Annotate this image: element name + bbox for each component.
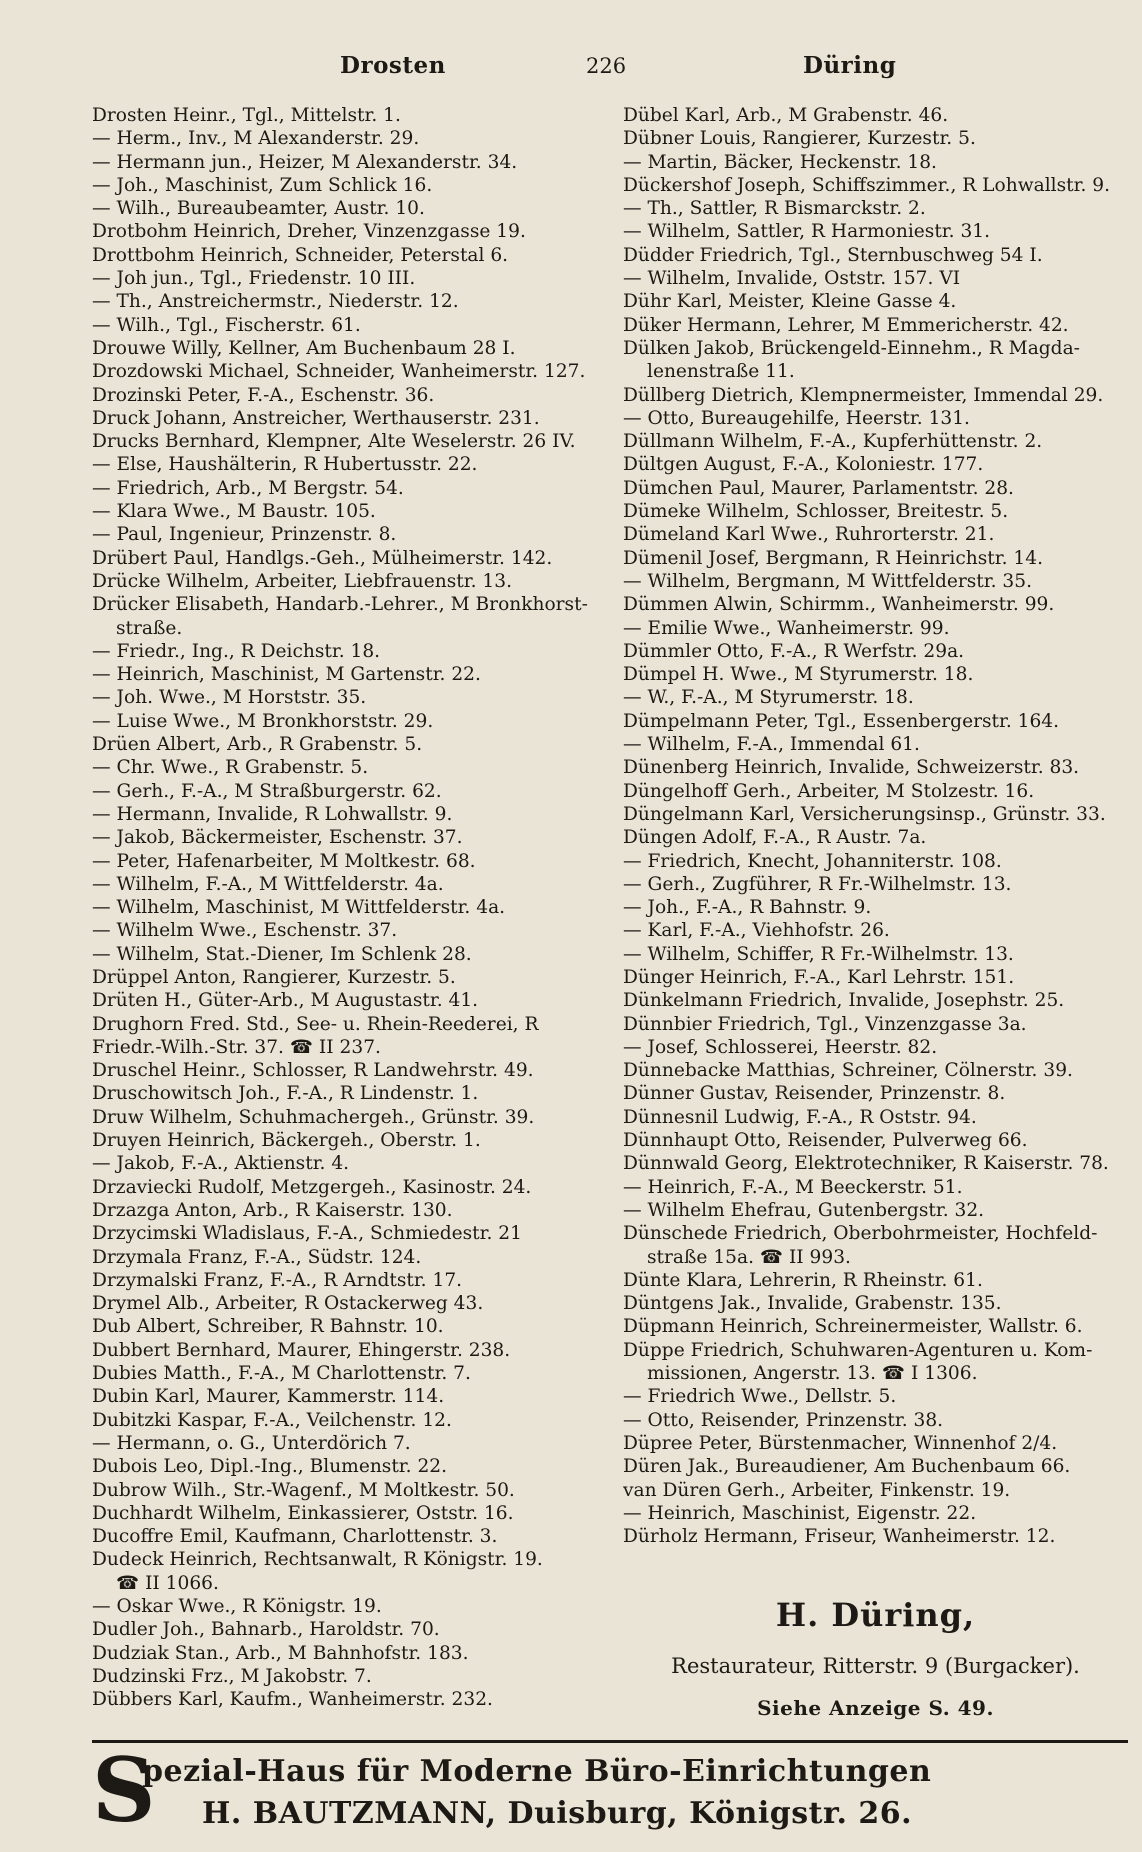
directory-entry: — Joh., Maschinist, Zum Schlick 16. — [92, 174, 433, 196]
directory-entry: Friedr.-Wilh.-Str. 37. ☎ II 237. — [92, 1036, 381, 1058]
directory-entry: Dubbert Bernhard, Maurer, Ehingerstr. 238. — [92, 1339, 511, 1361]
directory-entry: Dünger Heinrich, F.-A., Karl Lehrstr. 151. — [623, 966, 1015, 988]
directory-entry: Düdder Friedrich, Tgl., Sternbuschweg 54 I. — [623, 244, 1043, 266]
directory-entry: Drüppel Anton, Rangierer, Kurzestr. 5. — [92, 966, 456, 988]
directory-entry: — Emilie Wwe., Wanheimerstr. 99. — [623, 617, 950, 639]
directory-entry: Drucks Bernhard, Klempner, Alte Weselerstr. 26 IV. — [92, 431, 576, 453]
directory-entry: Drzymala Franz, F.-A., Südstr. 124. — [92, 1246, 422, 1268]
directory-entry: — Josef, Schlosserei, Heerstr. 82. — [623, 1036, 938, 1058]
directory-entry: Dünschede Friedrich, Oberbohrmeister, Hochfeld- — [623, 1223, 1098, 1245]
directory-entry: Druyen Heinrich, Bäckergeh., Oberstr. 1. — [92, 1130, 481, 1152]
footer-initial: S — [92, 1738, 156, 1842]
directory-entry: Dünnesnil Ludwig, F.-A., R Oststr. 94. — [623, 1106, 977, 1128]
directory-entry: — Luise Wwe., M Bronkhorststr. 29. — [92, 710, 434, 732]
directory-entry: — Otto, Reisender, Prinzenstr. 38. — [623, 1409, 944, 1431]
directory-entry: Düngelmann Karl, Versicherungsinsp., Grünstr. 33. — [623, 803, 1106, 825]
directory-entry: Drzymalski Franz, F.-A., R Arndtstr. 17. — [92, 1269, 463, 1291]
directory-entry: — Friedrich Wwe., Dellstr. 5. — [623, 1386, 897, 1408]
directory-entry: Dültgen August, F.-A., Koloniestr. 177. — [623, 454, 984, 476]
directory-entry: Drughorn Fred. Std., See- u. Rhein-Reederei, R — [92, 1013, 539, 1035]
directory-entry: Dubitzki Kaspar, F.-A., Veilchenstr. 12. — [92, 1409, 452, 1431]
directory-entry: Dümenil Josef, Bergmann, R Heinrichstr. 14. — [623, 547, 1044, 569]
directory-entry: — Jakob, Bäckermeister, Eschenstr. 37. — [92, 827, 463, 849]
directory-entry: Düngelhoff Gerh., Arbeiter, M Stolzestr. 16. — [623, 780, 1035, 802]
right-column — [623, 104, 1128, 1548]
directory-entry: — Otto, Bureaugehilfe, Heerstr. 131. — [623, 407, 970, 429]
directory-entry: — Wilhelm, Maschinist, M Wittfelderstr. 4a. — [92, 897, 506, 919]
directory-entry: — Wilhelm Ehefrau, Gutenbergstr. 32. — [623, 1199, 985, 1221]
directory-entry: — Heinrich, Maschinist, Eigenstr. 22. — [623, 1502, 977, 1524]
directory-entry: Dümmler Otto, F.-A., R Werfstr. 29a. — [623, 640, 965, 662]
directory-entry: Dünte Klara, Lehrerin, R Rheinstr. 61. — [623, 1269, 983, 1291]
directory-entry: — Hermann, o. G., Unterdörich 7. — [92, 1432, 411, 1454]
directory-entry: Ducoffre Emil, Kaufmann, Charlottenstr. 3. — [92, 1526, 498, 1548]
directory-entry: — W., F.-A., M Styrumerstr. 18. — [623, 687, 914, 709]
directory-entry: Drymel Alb., Arbeiter, R Ostackerweg 43. — [92, 1293, 484, 1315]
directory-entry: — Joh. Wwe., M Horststr. 35. — [92, 687, 367, 709]
directory-entry: Dübner Louis, Rangierer, Kurzestr. 5. — [623, 128, 976, 150]
directory-entry: — Gerh., Zugführer, R Fr.-Wilhelmstr. 13. — [623, 873, 1012, 895]
directory-entry: — Th., Anstreichermstr., Niederstr. 12. — [92, 291, 459, 313]
directory-entry: straße 15a. ☎ II 993. — [647, 1246, 851, 1268]
directory-entry: — Wilh., Tgl., Fischerstr. 61. — [92, 314, 361, 336]
directory-entry: Dudzinski Frz., M Jakobstr. 7. — [92, 1665, 372, 1687]
directory-entry: Dünnwald Georg, Elektrotechniker, R Kaiserstr. 78. — [623, 1153, 1109, 1175]
advert-name: H. Düring, — [775, 1596, 976, 1634]
directory-entry: Drüten H., Güter-Arb., M Augustastr. 41. — [92, 990, 479, 1012]
directory-entry: Dühr Karl, Meister, Kleine Gasse 4. — [623, 291, 957, 313]
directory-entry: Dünnhaupt Otto, Reisender, Pulverweg 66. — [623, 1130, 1028, 1152]
directory-entry: Düpree Peter, Bürstenmacher, Winnenhof 2/4. — [623, 1432, 1058, 1454]
directory-entry: Drzaviecki Rudolf, Metzgergeh., Kasinostr. 24. — [92, 1176, 532, 1198]
directory-entry: missionen, Angerstr. 13. ☎ I 1306. — [647, 1363, 978, 1385]
directory-entry: Druck Johann, Anstreicher, Werthauserstr. 231. — [92, 407, 540, 429]
directory-entry: Dubin Karl, Maurer, Kammerstr. 114. — [92, 1386, 445, 1408]
directory-entry: Dünnebacke Matthias, Schreiner, Cölnerstr. 39. — [623, 1060, 1073, 1082]
page-number: 226 — [586, 54, 627, 78]
directory-entry: ☎ II 1066. — [116, 1572, 219, 1594]
directory-entry: Drozdowski Michael, Schneider, Wanheimerstr. 127. — [92, 361, 586, 383]
directory-entry: — Herm., Inv., M Alexanderstr. 29. — [92, 128, 420, 150]
directory-entry: — Wilhelm, Invalide, Oststr. 157. VI — [623, 268, 961, 290]
directory-entry: Dubrow Wilh., Str.-Wagenf., M Moltkestr. 50. — [92, 1479, 515, 1501]
directory-entry: Dübbers Karl, Kaufm., Wanheimerstr. 232. — [92, 1689, 493, 1711]
footer-line-2: H. BAUTZMANN, Duisburg, Königstr. 26. — [202, 1796, 913, 1831]
directory-entry: Dümeland Karl Wwe., Ruhrorterstr. 21. — [623, 524, 995, 546]
directory-entry: Dülken Jakob, Brückengeld-Einnehm., R Magda- — [623, 337, 1080, 359]
directory-entry: — Heinrich, F.-A., M Beeckerstr. 51. — [623, 1176, 963, 1198]
directory-entry: Dünenberg Heinrich, Invalide, Schweizerstr. 83. — [623, 757, 1080, 779]
directory-entry: Drouwe Willy, Kellner, Am Buchenbaum 28 I. — [92, 337, 516, 359]
directory-entry: Dub Albert, Schreiber, R Bahnstr. 10. — [92, 1316, 444, 1338]
directory-entry: — Joh jun., Tgl., Friedenstr. 10 III. — [92, 268, 416, 290]
page-header — [90, 52, 1100, 92]
directory-entry: Dünkelmann Friedrich, Invalide, Josephstr. 25. — [623, 990, 1065, 1012]
directory-entry: Dümmen Alwin, Schirmm., Wanheimerstr. 99. — [623, 594, 1055, 616]
directory-entry: Drzazga Anton, Arb., R Kaiserstr. 130. — [92, 1199, 453, 1221]
footer-advertisement — [92, 1738, 1128, 1844]
footer-divider — [92, 1740, 1128, 1743]
directory-entry: Drücker Elisabeth, Handarb.-Lehrer., M Bronkhorst- — [92, 594, 588, 616]
directory-entry: Düren Jak., Bureaudiener, Am Buchenbaum 66. — [623, 1456, 1071, 1478]
directory-entry: Duchhardt Wilhelm, Einkassierer, Oststr. 16. — [92, 1502, 514, 1524]
directory-entry: Dünner Gustav, Reisender, Prinzenstr. 8. — [623, 1083, 1006, 1105]
advertisement-block — [623, 1596, 1128, 1726]
advert-description: Restaurateur, Ritterstr. 9 (Burgacker). — [671, 1654, 1080, 1678]
directory-entry: Dümpelmann Peter, Tgl., Essenbergerstr. 164. — [623, 710, 1060, 732]
directory-entry: Düngen Adolf, F.-A., R Austr. 7a. — [623, 827, 927, 849]
directory-entry: — Friedrich, Knecht, Johanniterstr. 108. — [623, 850, 1002, 872]
directory-entry: — Wilhelm, Schiffer, R Fr.-Wilhelmstr. 13. — [623, 943, 1014, 965]
directory-entry: Düpmann Heinrich, Schreinermeister, Wallstr. 6. — [623, 1316, 1083, 1338]
left-column — [92, 104, 595, 1711]
directory-entry: Dünnbier Friedrich, Tgl., Vinzenzgasse 3a. — [623, 1013, 1027, 1035]
directory-entry: Drosten Heinr., Tgl., Mittelstr. 1. — [92, 105, 401, 126]
directory-entry: Dümchen Paul, Maurer, Parlamentstr. 28. — [623, 477, 1014, 499]
directory-entry: — Paul, Ingenieur, Prinzenstr. 8. — [92, 524, 397, 546]
directory-entry: van Düren Gerh., Arbeiter, Finkenstr. 19. — [623, 1479, 1011, 1501]
directory-entry: Dümpel H. Wwe., M Styrumerstr. 18. — [623, 664, 974, 686]
footer-line-1: pezial-Haus für Moderne Büro-Einrichtungen — [142, 1754, 932, 1789]
directory-entry: — Friedrich, Arb., M Bergstr. 54. — [92, 477, 404, 499]
directory-entry: Dubies Matth., F.-A., M Charlottenstr. 7. — [92, 1363, 471, 1385]
directory-entry: Drottbohm Heinrich, Schneider, Peterstal 6. — [92, 244, 509, 266]
directory-entry: — Wilhelm Wwe., Eschenstr. 37. — [92, 920, 398, 942]
directory-entry: — Else, Haushälterin, R Hubertusstr. 22. — [92, 454, 478, 476]
directory-entry: Dubois Leo, Dipl.-Ing., Blumenstr. 22. — [92, 1456, 448, 1478]
directory-entry: — Wilhelm, F.-A., Immendal 61. — [623, 734, 920, 756]
directory-entry: — Friedr., Ing., R Deichstr. 18. — [92, 640, 381, 662]
directory-entry: Dürholz Hermann, Friseur, Wanheimerstr. 12. — [623, 1526, 1056, 1548]
directory-entry: Drübert Paul, Handlgs.-Geh., Mülheimerstr. 142. — [92, 547, 553, 569]
header-right-keyword: Düring — [803, 52, 897, 79]
directory-entry: — Heinrich, Maschinist, M Gartenstr. 22. — [92, 664, 481, 686]
directory-entry: Dudler Joh., Bahnarb., Haroldstr. 70. — [92, 1619, 440, 1641]
directory-entry: — Chr. Wwe., R Grabenstr. 5. — [92, 757, 369, 779]
directory-entry: — Oskar Wwe., R Königstr. 19. — [92, 1596, 382, 1617]
directory-entry: — Klara Wwe., M Baustr. 105. — [92, 501, 376, 523]
directory-entry: Drzycimski Wladislaus, F.-A., Schmiedestr. 21 — [92, 1223, 522, 1245]
directory-entry: Dümeke Wilhelm, Schlosser, Breitestr. 5. — [623, 501, 1009, 523]
directory-entry: Dübel Karl, Arb., M Grabenstr. 46. — [623, 105, 949, 126]
directory-entry: Druschel Heinr., Schlosser, R Landwehrstr. 49. — [92, 1060, 534, 1082]
directory-entry: — Wilhelm, Bergmann, M Wittfelderstr. 35. — [623, 570, 1033, 592]
directory-entry: Düker Hermann, Lehrer, M Emmericherstr. 42. — [623, 314, 1069, 336]
directory-entry: — Wilhelm, Stat.-Diener, Im Schlenk 28. — [92, 943, 472, 965]
directory-entry: — Jakob, F.-A., Aktienstr. 4. — [92, 1153, 350, 1175]
directory-entry: — Peter, Hafenarbeiter, M Moltkestr. 68. — [92, 850, 476, 872]
directory-entry: — Wilhelm, Sattler, R Harmoniestr. 31. — [623, 221, 991, 243]
directory-entry: Drücke Wilhelm, Arbeiter, Liebfrauenstr. 13. — [92, 570, 512, 592]
directory-entry: — Gerh., F.-A., M Straßburgerstr. 62. — [92, 780, 442, 802]
directory-entry: Drotbohm Heinrich, Dreher, Vinzenzgasse 19. — [92, 221, 526, 243]
directory-entry: Drozinski Peter, F.-A., Eschenstr. 36. — [92, 384, 435, 406]
directory-entry: Düllberg Dietrich, Klempnermeister, Immendal 29. — [623, 384, 1104, 406]
directory-entry: — Wilhelm, F.-A., M Wittfelderstr. 4a. — [92, 873, 444, 895]
directory-entry: Düllmann Wilhelm, F.-A., Kupferhüttenstr. 2. — [623, 431, 1043, 453]
directory-entry: Druschowitsch Joh., F.-A., R Lindenstr. 1. — [92, 1083, 479, 1105]
directory-entry: Dückershof Joseph, Schiffszimmer., R Lohwallstr. 9. — [623, 174, 1111, 196]
directory-entry: Düntgens Jak., Invalide, Grabenstr. 135. — [623, 1293, 1002, 1315]
directory-entry: Drüen Albert, Arb., R Grabenstr. 5. — [92, 734, 423, 756]
directory-entry: — Hermann jun., Heizer, M Alexanderstr. 34. — [92, 151, 518, 173]
directory-entry: — Th., Sattler, R Bismarckstr. 2. — [623, 198, 926, 220]
directory-entry: — Karl, F.-A., Viehhofstr. 26. — [623, 920, 890, 942]
directory-entry: Düppe Friedrich, Schuhwaren-Agenturen u. Kom- — [623, 1339, 1093, 1361]
directory-entry: Druw Wilhelm, Schuhmachergeh., Grünstr. 39. — [92, 1106, 535, 1128]
header-left-keyword: Drosten — [340, 52, 446, 79]
directory-entry: straße. — [116, 617, 183, 639]
directory-entry: Dudziak Stan., Arb., M Bahnhofstr. 183. — [92, 1642, 469, 1664]
directory-entry: — Wilh., Bureaubeamter, Austr. 10. — [92, 198, 425, 220]
directory-entry: — Joh., F.-A., R Bahnstr. 9. — [623, 897, 872, 919]
directory-entry: lenenstraße 11. — [647, 361, 795, 383]
directory-entry: Dudeck Heinrich, Rechtsanwalt, R Königstr. 19. — [92, 1549, 543, 1571]
advert-reference: Siehe Anzeige S. 49. — [757, 1696, 994, 1720]
directory-entry: — Hermann, Invalide, R Lohwallstr. 9. — [92, 803, 453, 825]
directory-entry: — Martin, Bäcker, Heckenstr. 18. — [623, 151, 937, 173]
